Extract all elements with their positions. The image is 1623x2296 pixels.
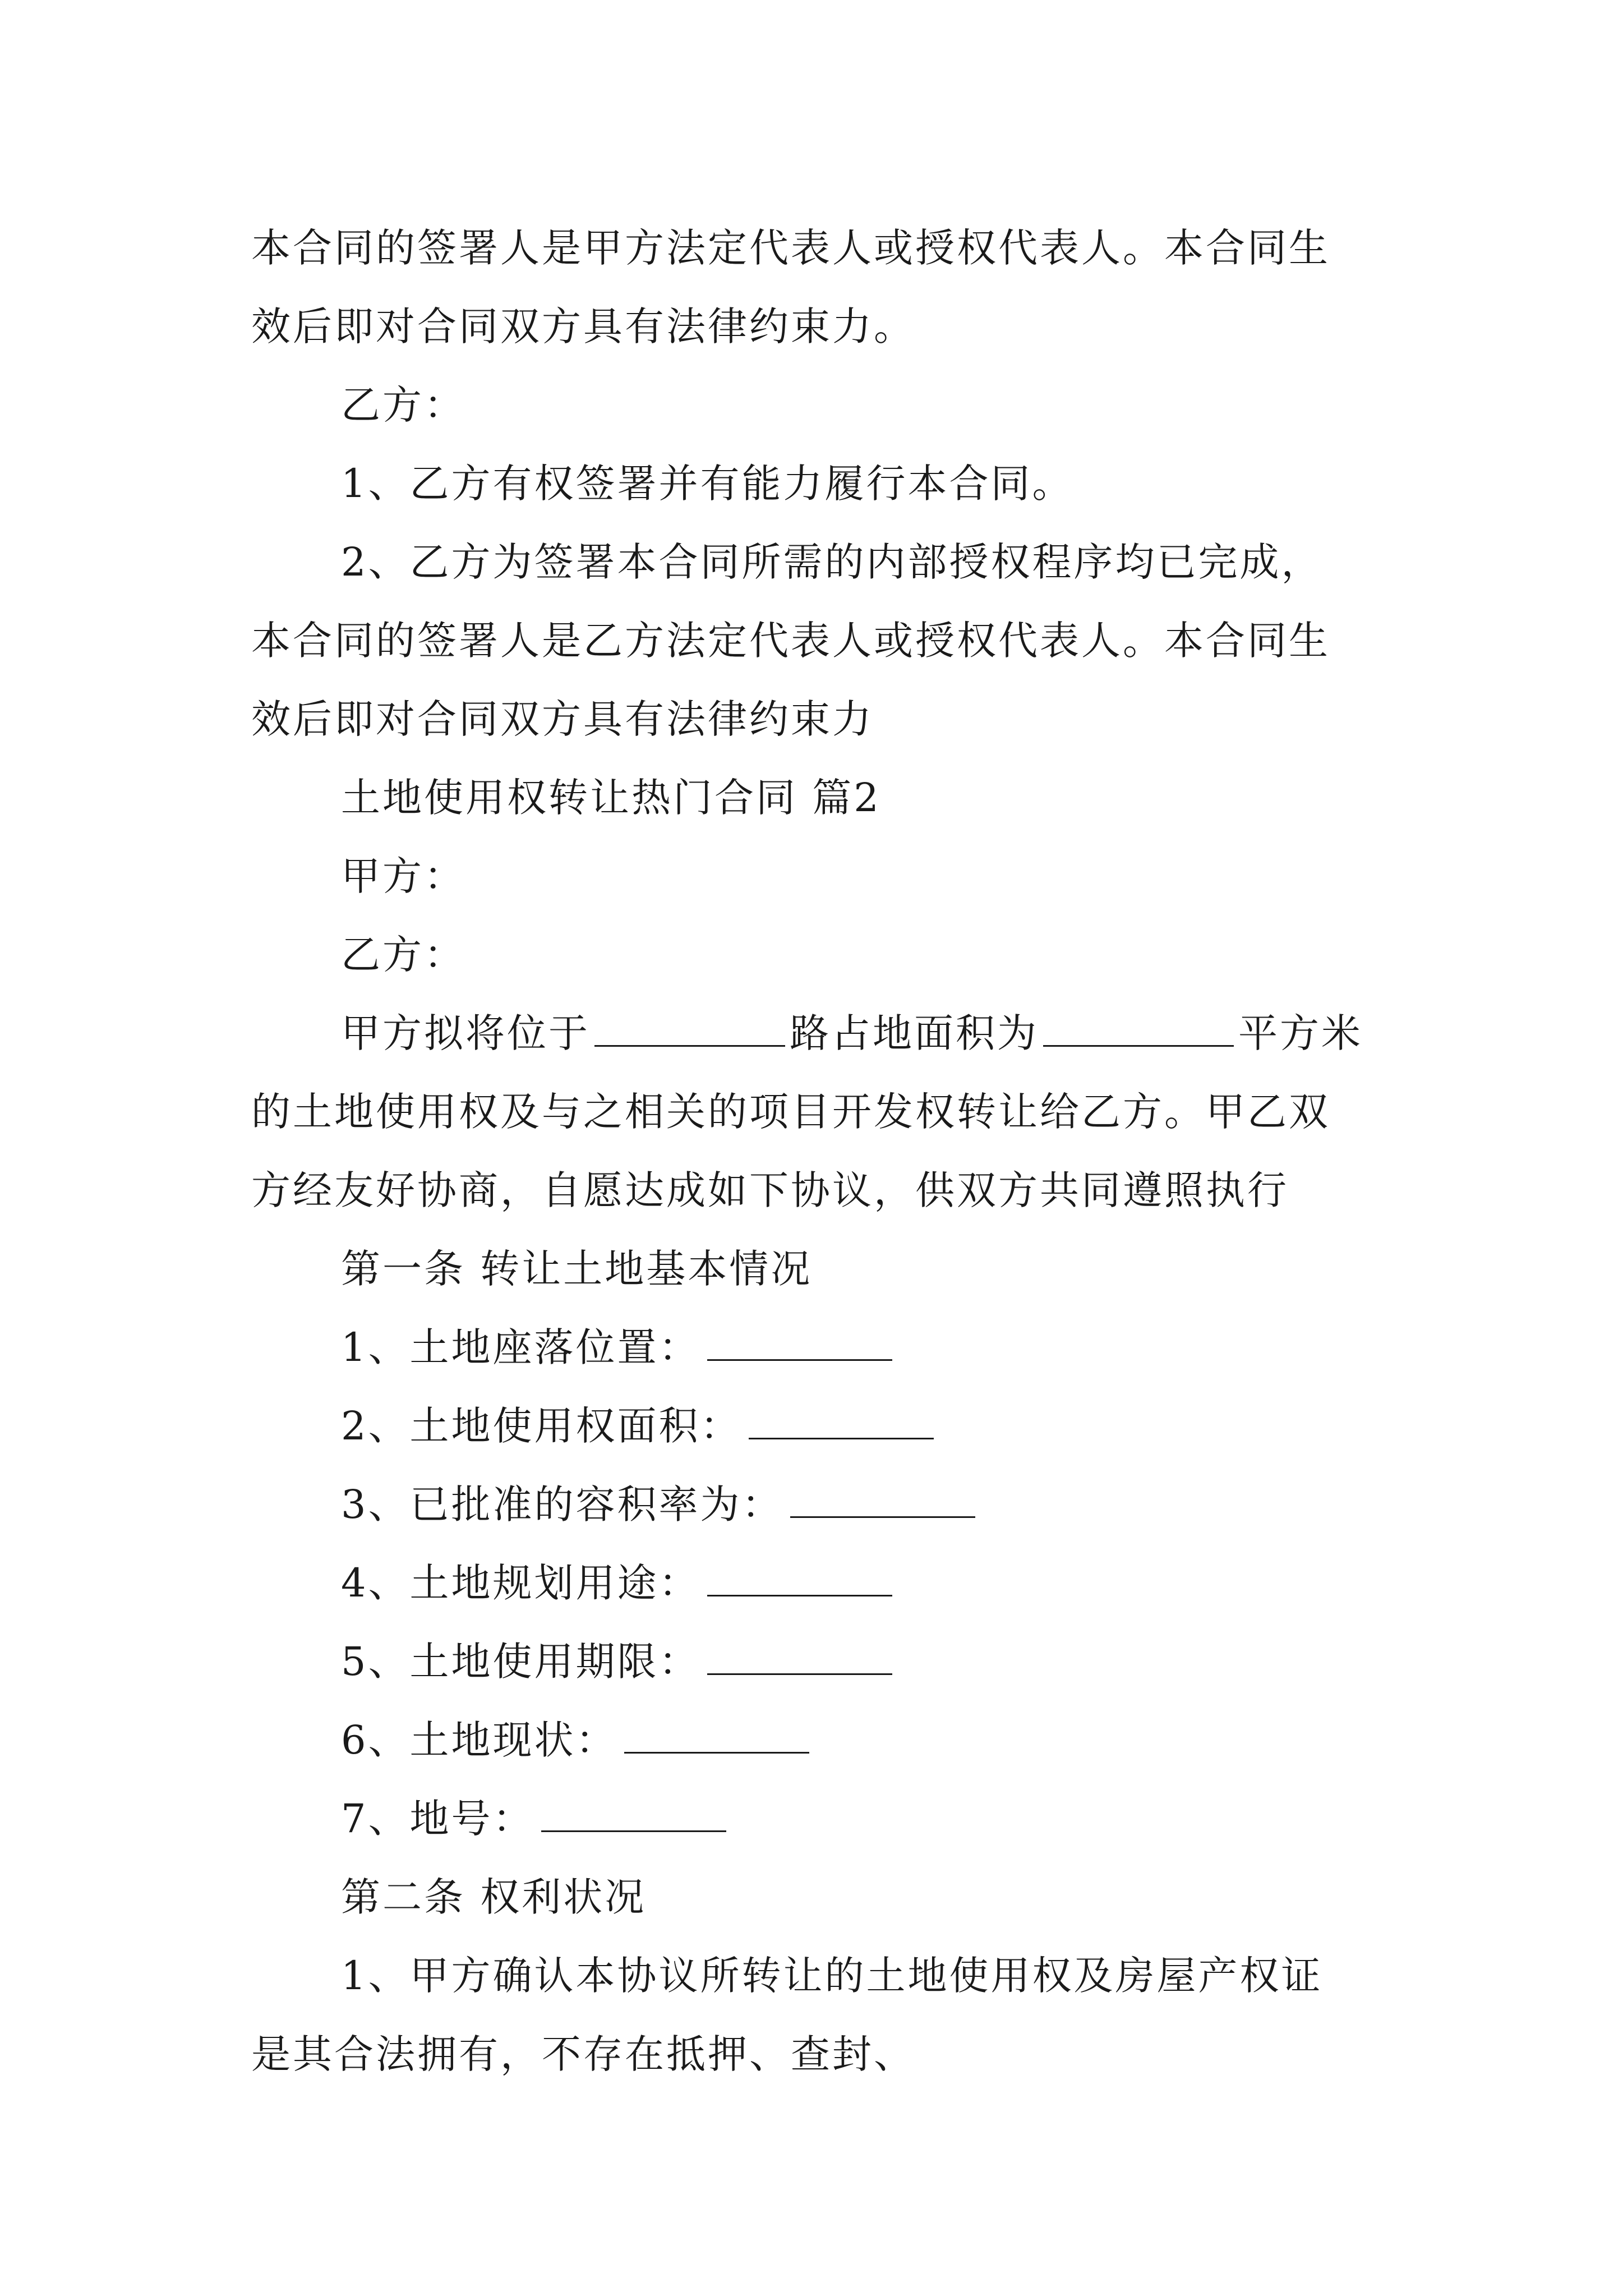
fill-blank (624, 1713, 809, 1754)
item-label: 6、土地现状： (341, 1717, 617, 1763)
item-label: 4、土地规划用途： (341, 1560, 700, 1606)
article-1-item (251, 1465, 1384, 1544)
paragraph-line: 1、甲方确认本协议所转让的土地使用权及房屋产权证 (341, 1953, 1323, 1999)
article-1-item (251, 1544, 1384, 1622)
location-blank (594, 1006, 785, 1047)
article-1-item (251, 1622, 1384, 1701)
paragraph-line: 方经友好协商，自愿达成如下协议，供双方共同遵照执行 (251, 1167, 1289, 1213)
paragraph-line: 本合同的签署人是甲方法定代表人或授权代表人。本合同生 (251, 225, 1330, 271)
article-1-item (251, 1308, 1384, 1387)
item-label: 3、已批准的容积率为： (341, 1481, 783, 1527)
fill-blank (790, 1477, 975, 1518)
paragraph-line: 的土地使用权及与之相关的项目开发权转让给乙方。甲乙双 (251, 1089, 1330, 1135)
item-label: 7、地号： (341, 1796, 534, 1842)
transfer-text-2: 路占地面积为 (790, 1010, 1039, 1056)
paragraph-line: 本合同的签署人是乙方法定代表人或授权代表人。本合同生 (251, 618, 1330, 664)
fill-blank (707, 1634, 892, 1675)
fill-blank (749, 1398, 934, 1439)
section-title: 土地使用权转让热门合同 篇2 (341, 775, 881, 821)
paragraph-line: 是其合法拥有，不存在抵押、查封、 (251, 2031, 915, 2077)
fill-blank (541, 1791, 726, 1832)
party-b-label: 乙方： (341, 932, 465, 978)
party-b-heading: 乙方： (341, 382, 465, 428)
item-label: 5、土地使用期限： (341, 1639, 700, 1685)
article-1-title: 第一条 转让土地基本情况 (341, 1246, 813, 1292)
transfer-text-3: 平方米 (1238, 1010, 1363, 1056)
transfer-sentence (251, 994, 1384, 1073)
article-1-item (251, 1779, 1384, 1858)
item-label: 2、土地使用权面积： (341, 1403, 742, 1449)
paragraph-line: 效后即对合同双方具有法律约束力 (251, 696, 874, 742)
article-1-item (251, 1701, 1384, 1779)
article-1-item (251, 1387, 1384, 1465)
item-label: 1、土地座落位置： (341, 1324, 700, 1370)
party-a-label: 甲方： (341, 853, 465, 899)
paragraph-line: 效后即对合同双方具有法律约束力。 (251, 303, 915, 349)
article-2-title: 第二条 权利状况 (341, 1874, 647, 1920)
paragraph-line: 2、乙方为签署本合同所需的内部授权程序均已完成， (341, 539, 1323, 585)
fill-blank (707, 1556, 892, 1596)
paragraph-line: 1、乙方有权签署并有能力履行本合同。 (341, 461, 1074, 507)
document-body (251, 209, 1384, 2093)
transfer-text-1: 甲方拟将位于 (341, 1010, 590, 1056)
fill-blank (707, 1320, 892, 1361)
area-blank (1043, 1006, 1234, 1047)
